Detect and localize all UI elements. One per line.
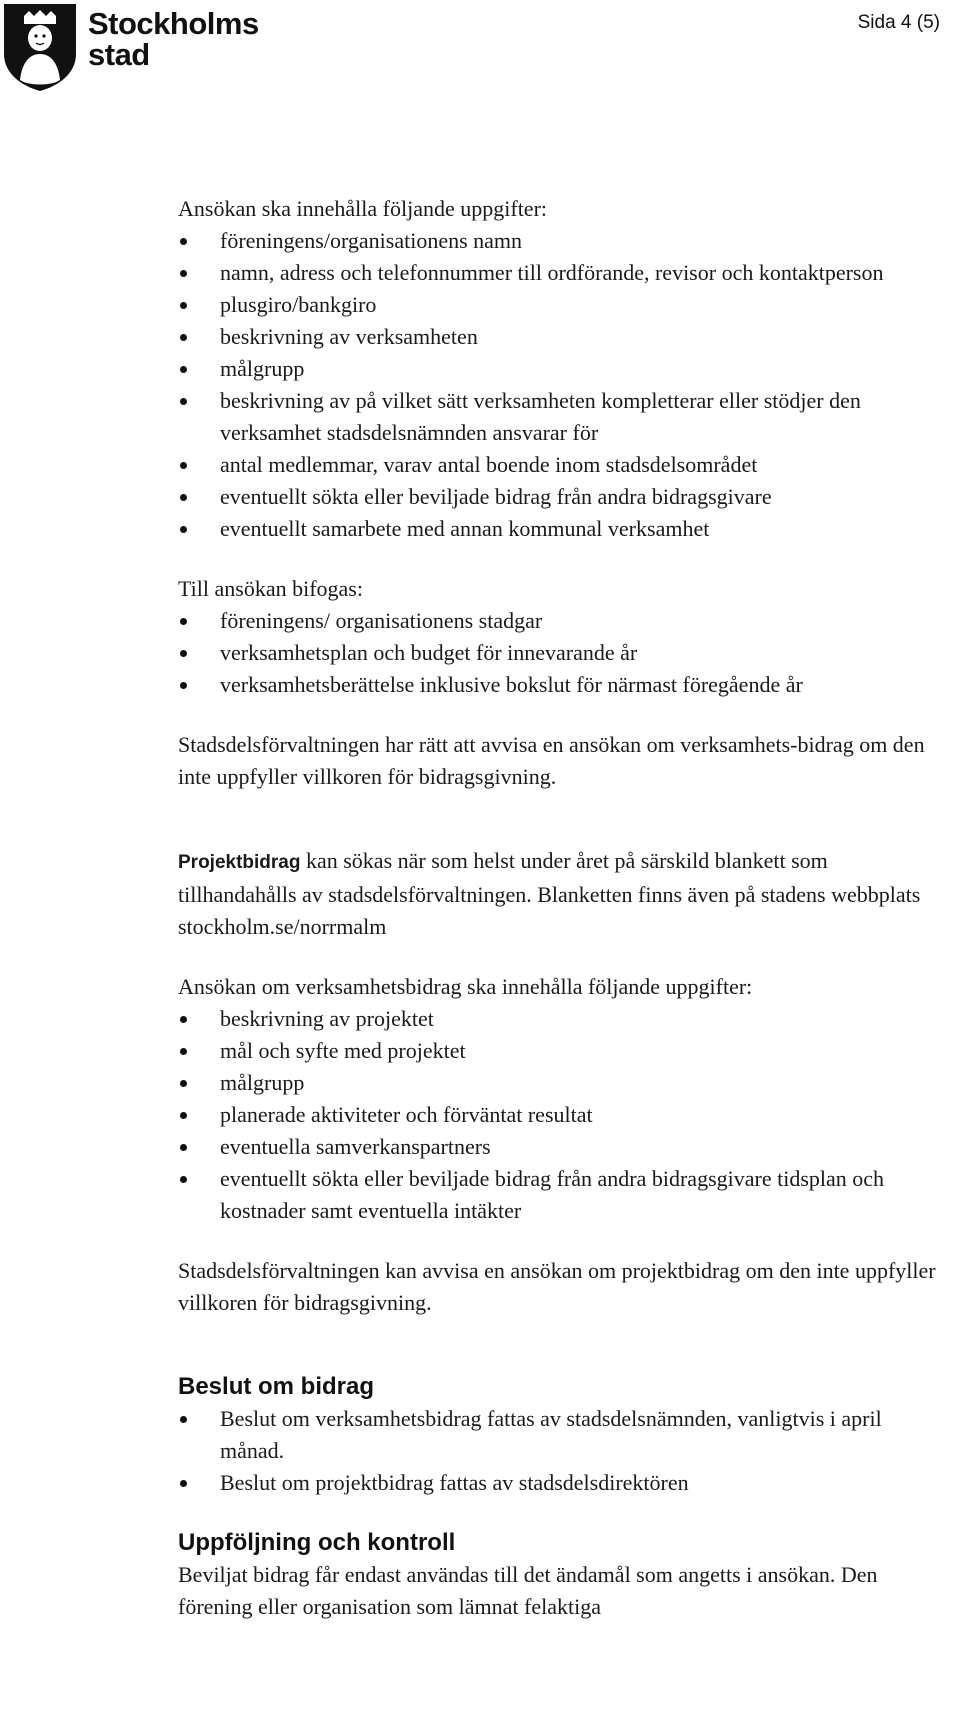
list-item: Beslut om verksamhetsbidrag fattas av stadsdelsnämnden, vanligtvis i april månad. [178,1403,948,1467]
attachments-list [178,605,948,701]
list-item: målgrupp [178,1067,948,1099]
document-body [178,193,948,1623]
list-item: eventuellt samarbete med annan kommunal verksamhet [178,513,948,545]
stockholms-stad-logo [2,2,259,92]
list-item: beskrivning av projektet [178,1003,948,1035]
list-item: eventuella samverkanspartners [178,1131,948,1163]
list-item: verksamhetsplan och budget för innevarande år [178,637,948,669]
project-grant-term: Projektbidrag [178,852,301,873]
logo-wordmark [88,8,259,70]
list-item: målgrupp [178,353,948,385]
decision-section [178,1371,948,1499]
list-item: beskrivning av verksamheten [178,321,948,353]
list-item: eventuellt sökta eller beviljade bidrag från andra bidragsgivare [178,481,948,513]
coat-of-arms-icon [2,2,78,92]
attachments-section [178,573,948,701]
project-rejection-paragraph: Stadsdelsförvaltningen kan avvisa en ansökan om projektbidrag om den inte uppfyller villkoren för bidragsgivning. [178,1258,936,1315]
list-item: eventuellt sökta eller beviljade bidrag från andra bidragsgivare tidsplan och kostnader samt eventuella intäkter [178,1163,948,1227]
logo-line-2: stad [88,37,150,72]
requirements-list [178,225,948,545]
followup-section [178,1527,948,1623]
decision-list [178,1403,948,1499]
list-item: Beslut om projektbidrag fattas av stadsdelsdirektören [178,1467,948,1499]
list-item: antal medlemmar, varav antal boende inom stadsdelsområdet [178,449,948,481]
section-intro: Ansökan om verksamhetsbidrag ska innehålla följande uppgifter: [178,974,753,999]
application-requirements [178,193,948,545]
page-number: Sida 4 (5) [857,12,940,33]
project-requirements-list [178,1003,948,1227]
followup-text: Beviljat bidrag får endast användas till det ändamål som angetts i ansökan. Den förening eller organisation som lämnat felaktiga [178,1562,878,1619]
section-intro: Till ansökan bifogas: [178,576,363,601]
logo-line-1: Stockholms [88,6,259,41]
list-item: planerade aktiviteter och förväntat resultat [178,1099,948,1131]
page-header [0,0,960,100]
project-grant-text: kan sökas när som helst under året på särskild blankett som tillhandahålls av stadsdelsförvaltningen. Blanketten finns även på stadens webbplats stockholm.se/norrmalm [178,848,921,939]
list-item: mål och syfte med projektet [178,1035,948,1067]
followup-heading: Uppföljning och kontroll [178,1529,456,1556]
list-item: namn, adress och telefonnummer till ordförande, revisor och kontaktperson [178,257,948,289]
list-item: föreningens/organisationens namn [178,225,948,257]
project-requirements [178,971,948,1227]
rejection-paragraph: Stadsdelsförvaltningen har rätt att avvisa en ansökan om verksamhets-bidrag om den inte uppfyller villkoren för bidragsgivning. [178,732,925,789]
decision-heading: Beslut om bidrag [178,1373,375,1400]
list-item: verksamhetsberättelse inklusive bokslut för närmast föregående år [178,669,948,701]
list-item: föreningens/ organisationens stadgar [178,605,948,637]
section-intro: Ansökan ska innehålla följande uppgifter: [178,196,548,221]
list-item: beskrivning av på vilket sätt verksamheten kompletterar eller stödjer den verksamhet stadsdelsnämnden ansvarar för [178,385,948,449]
project-grant-paragraph [178,845,948,943]
list-item: plusgiro/bankgiro [178,289,948,321]
